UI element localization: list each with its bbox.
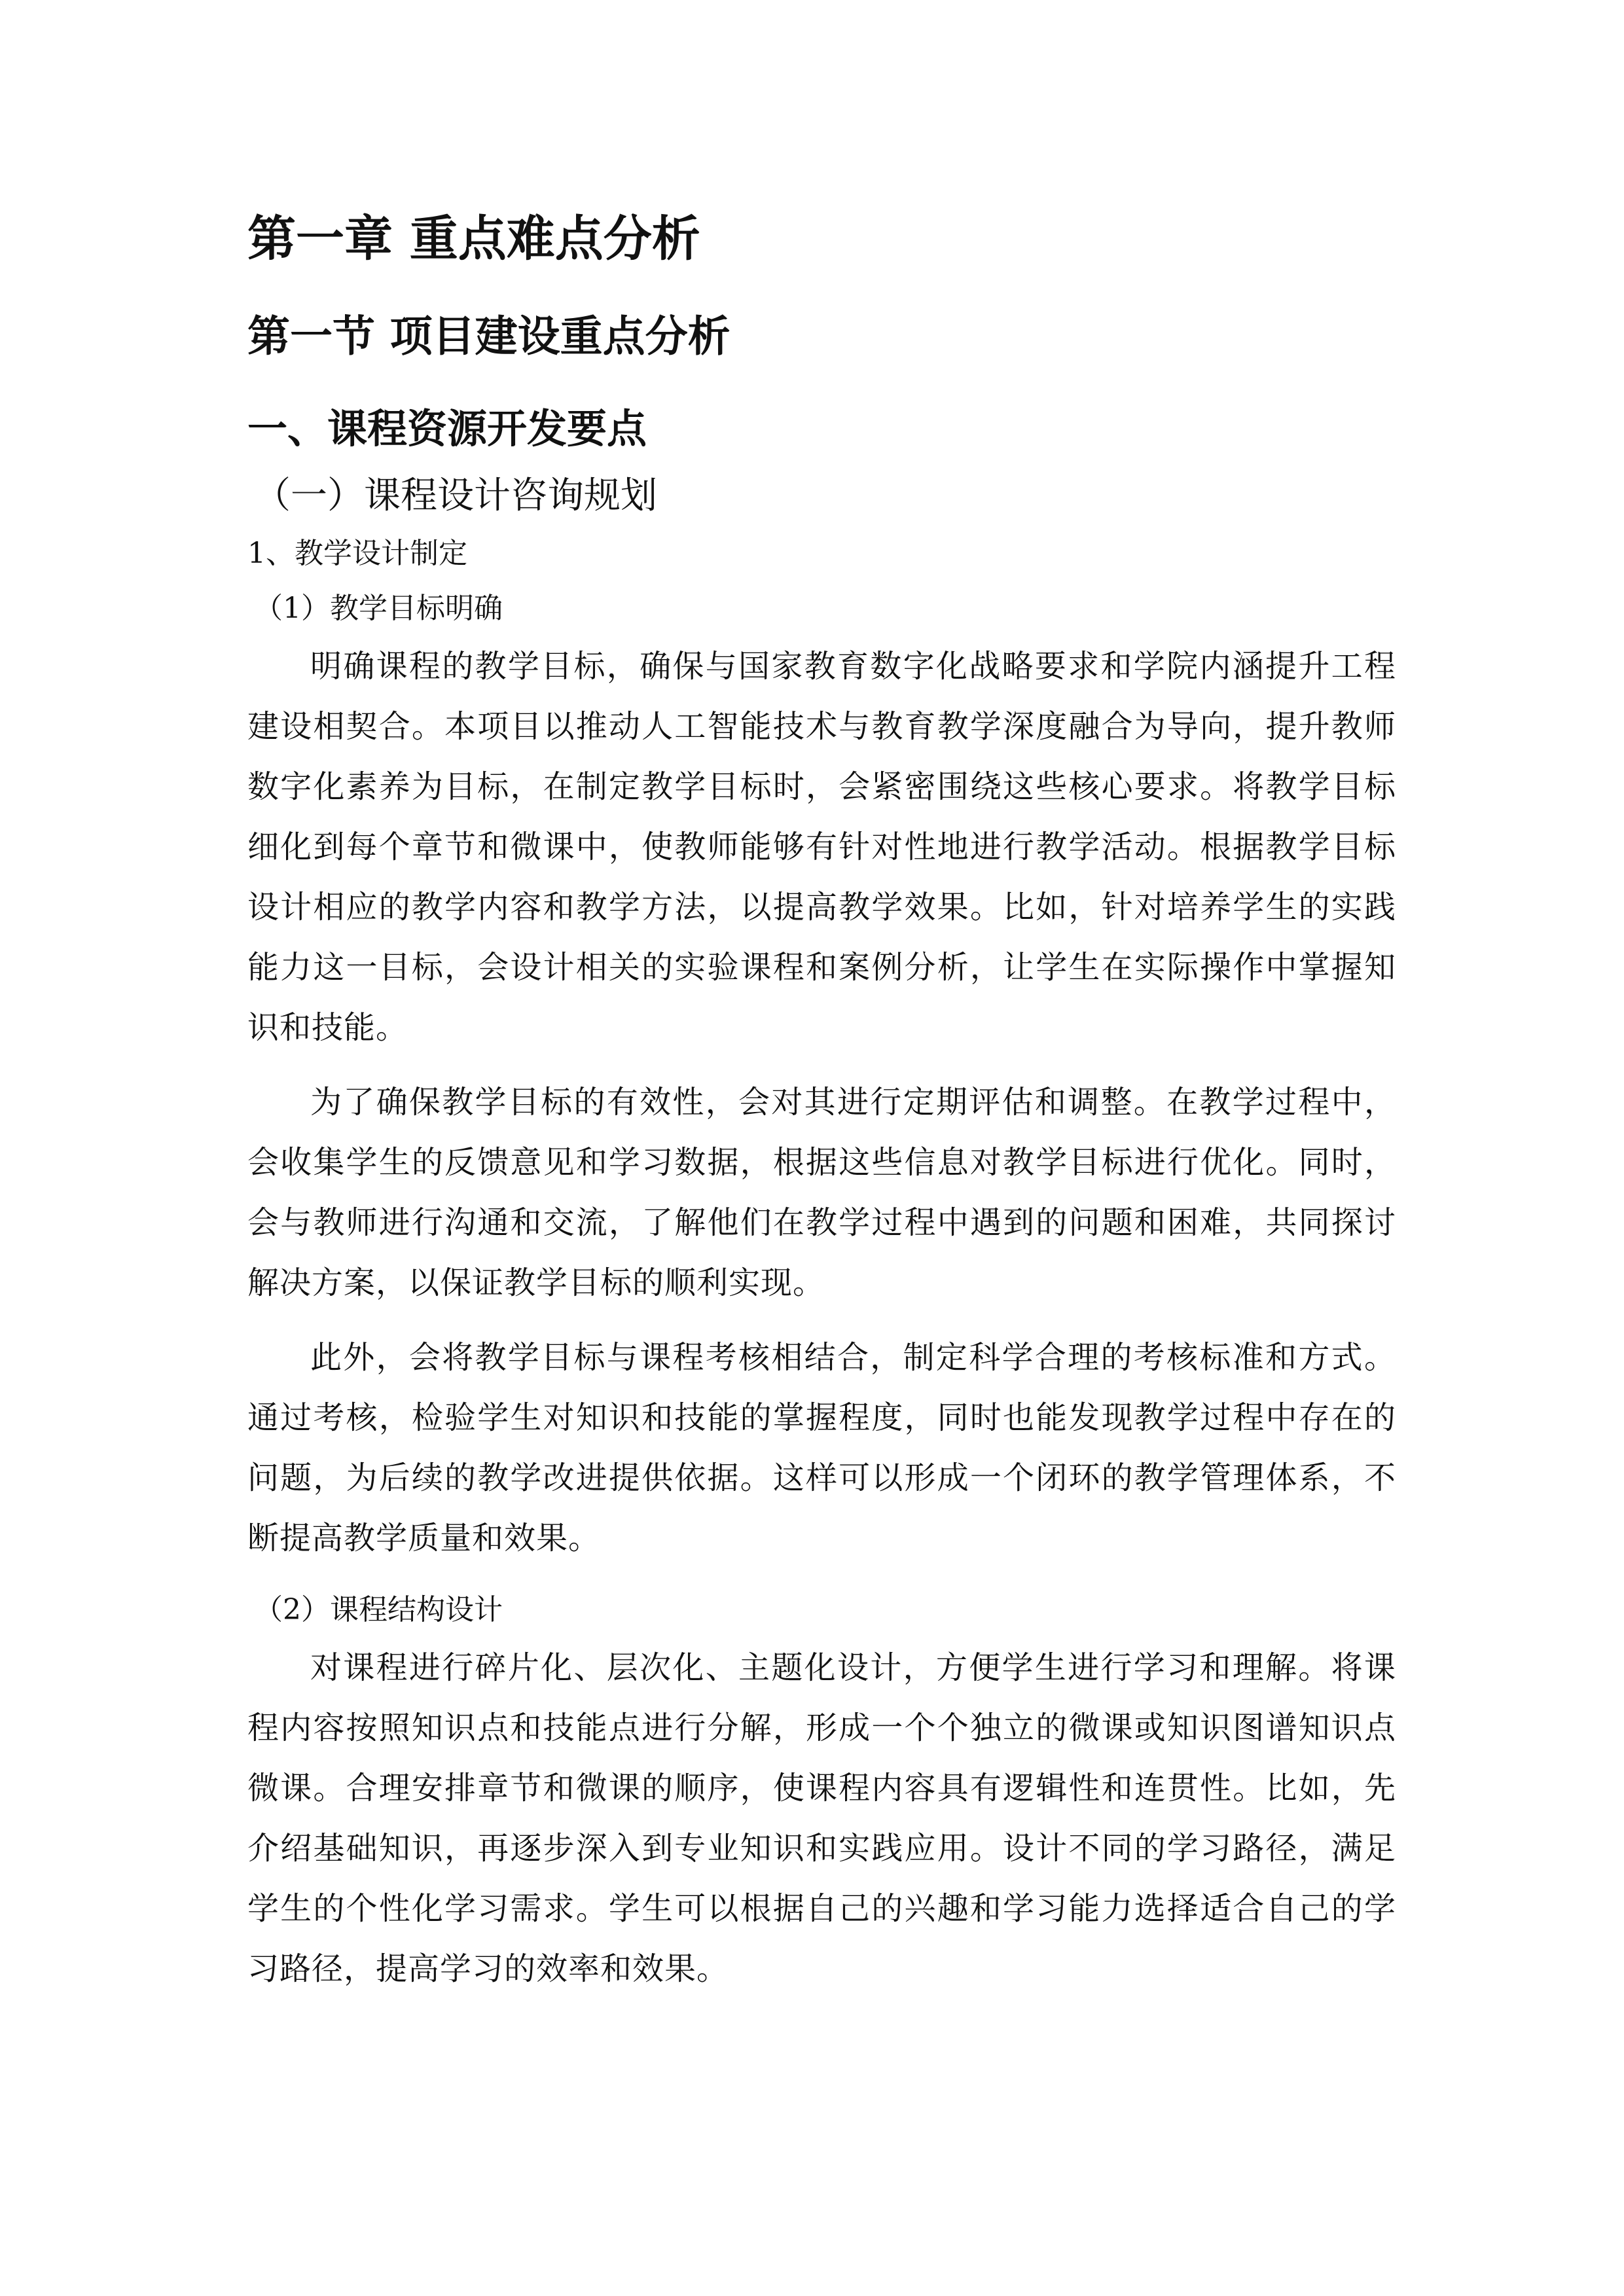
item-title: 1、教学设计制定 (247, 537, 467, 570)
paragraph: 为了确保教学目标的有效性，会对其进行定期评估和调整。在教学过程中，会收集学生的反馈意见和学习数据，根据这些信息对教学目标进行优化。同时，会与教师进行沟通和交流，了解他们在教学过程中遇到的问题和困难，共同探讨解决方案，以保证教学目标的顺利实现。 (247, 1084, 1396, 1301)
sub-item-title-objectives: （1）教学目标明确 (254, 592, 503, 625)
paragraph: 此外，会将教学目标与课程考核相结合，制定科学合理的考核标准和方式。通过考核，检验学生对知识和技能的掌握程度，同时也能发现教学过程中存在的问题，为后续的教学改进提供依据。这样可以形成一个闭环的教学管理体系，不断提高教学质量和效果。 (247, 1339, 1396, 1556)
sub-item-title-structure: （2）课程结构设计 (254, 1593, 503, 1626)
document-page (247, 196, 1396, 2225)
paragraph: 明确课程的教学目标，确保与国家教育数字化战略要求和学院内涵提升工程建设相契合。本项目以推动人工智能技术与教育教学深度融合为导向，提升教师数字化素养为目标，在制定教学目标时，会紧密围绕这些核心要求。将教学目标细化到每个章节和微课中，使教师能够有针对性地进行教学活动。根据教学目标设计相应的教学内容和教学方法，以提高教学效果。比如，针对培养学生的实践能力这一目标，会设计相关的实验课程和案例分析，让学生在实际操作中掌握知识和技能。 (247, 648, 1396, 1046)
sub-part-title: （一）课程设计咨询规划 (254, 475, 657, 517)
chapter-title: 第一章 重点难点分析 (247, 211, 700, 267)
section-title: 第一节 项目建设重点分析 (247, 312, 731, 361)
subsection-title: 一、课程资源开发要点 (247, 406, 647, 452)
paragraph: 对课程进行碎片化、层次化、主题化设计，方便学生进行学习和理解。将课程内容按照知识点和技能点进行分解，形成一个个独立的微课或知识图谱知识点微课。合理安排章节和微课的顺序，使课程内容具有逻辑性和连贯性。比如，先介绍基础知识，再逐步深入到专业知识和实践应用。设计不同的学习路径，满足学生的个性化学习需求。学生可以根据自己的兴趣和学习能力选择适合自己的学习路径，提高学习的效率和效果。 (247, 1649, 1396, 1987)
